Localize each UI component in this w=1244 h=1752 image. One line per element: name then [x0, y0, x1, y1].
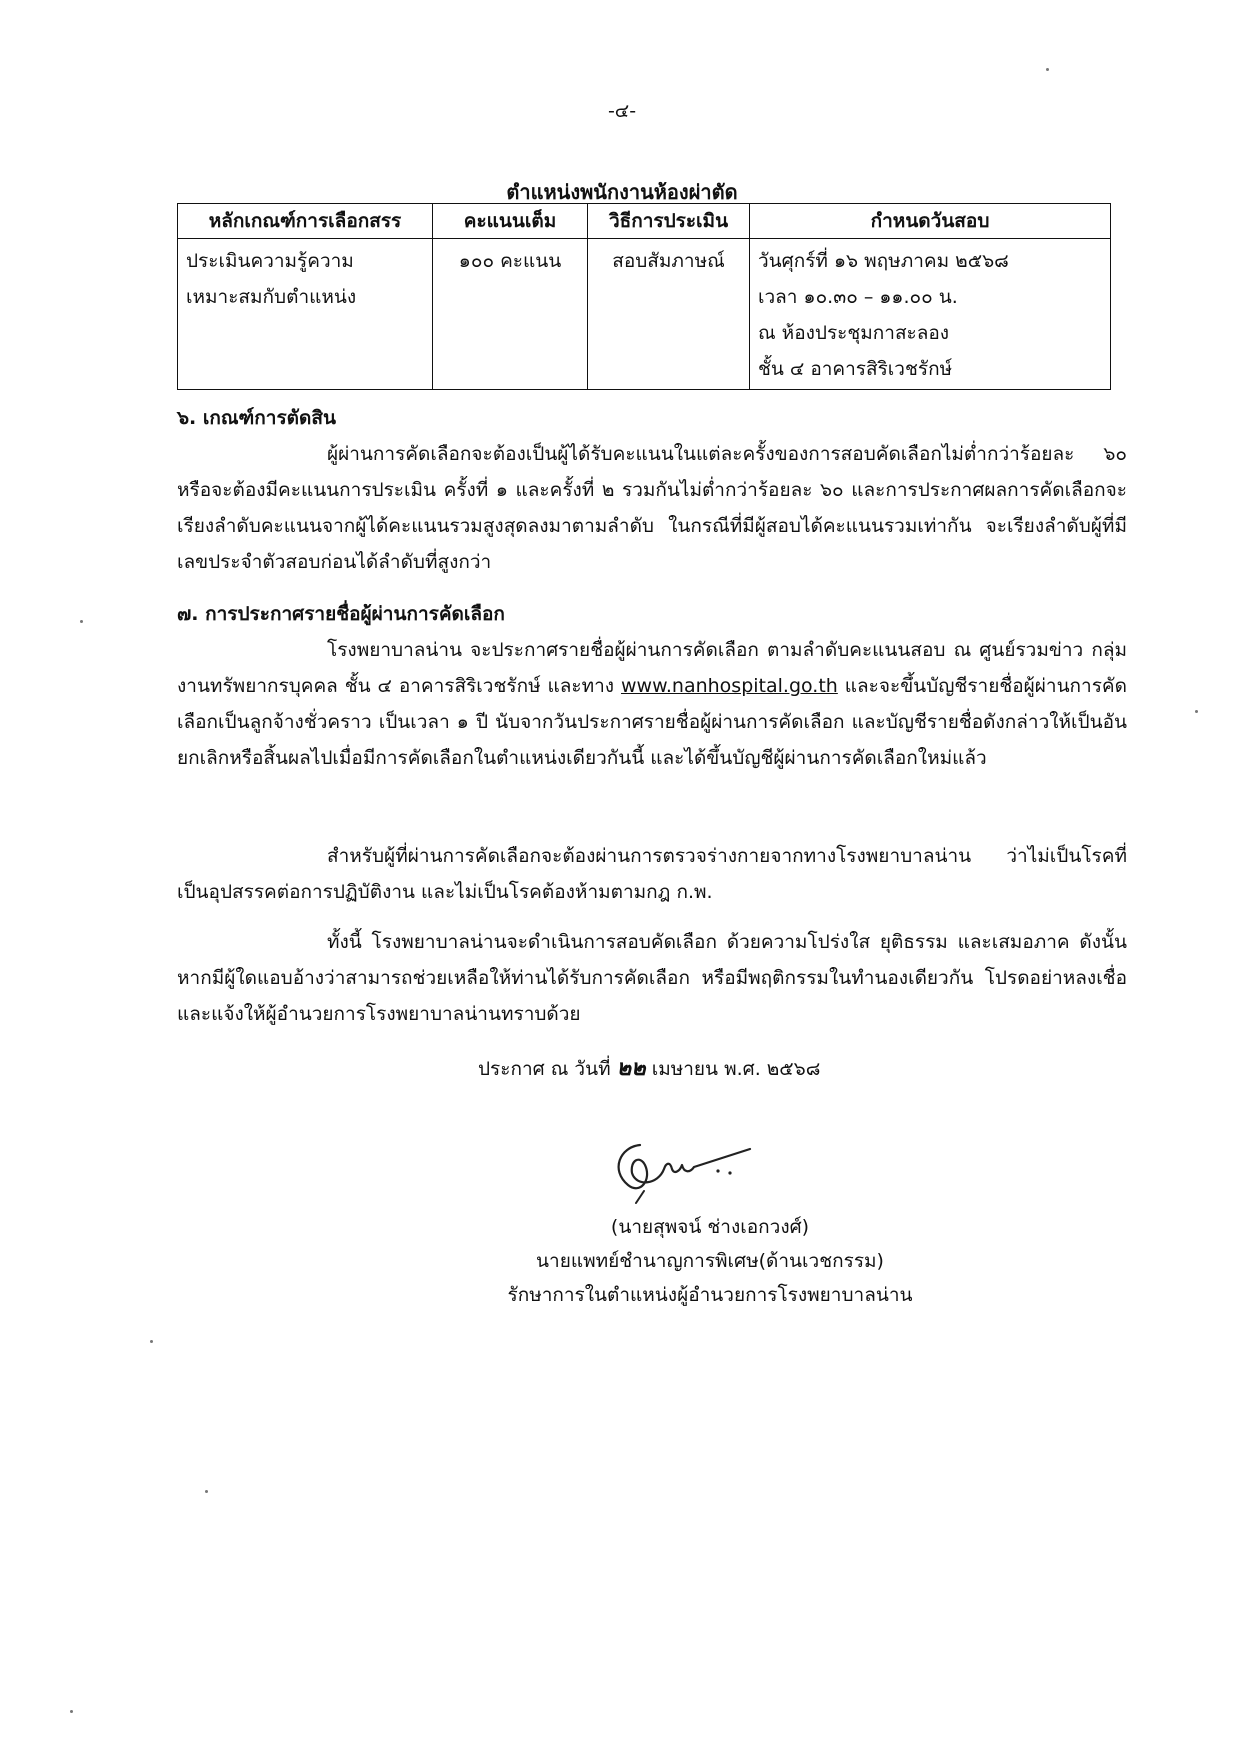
signatory-block — [380, 1210, 1040, 1312]
page-number: -๔- — [607, 100, 637, 122]
hospital-website-link[interactable]: www.nanhospital.go.th — [621, 675, 838, 697]
section-6-heading: ๖. เกณฑ์การตัดสิน — [177, 407, 336, 429]
signatory-acting-position: รักษาการในตำแหน่งผู้อำนวยการโรงพยาบาลน่าน — [507, 1284, 913, 1306]
scan-speck — [70, 1710, 73, 1713]
section-6-paragraph: ผู้ผ่านการคัดเลือกจะต้องเป็นผู้ได้รับคะแนนในแต่ละครั้งของการสอบคัดเลือกไม่ต่ำกว่าร้อยละ ๖๐ หรือจะต้องมีคะแนนการประเมิน ครั้งที่ ๑ และครั้งที่ ๒ รวมกันไม่ต่ำกว่าร้อยละ ๖๐ และการประกาศผลการคัดเลือกจะเรียงลำดับคะแนนจากผู้ได้คะแนนรวมสูงสุดลงมาตามลำดับ ในกรณีที่มีผู้สอบได้คะแนนรวมเท่ากัน จะเรียงลำดับผู้ที่มีเลขประจำตัวสอบก่อนได้ลำดับที่สูงกว่า — [177, 443, 1127, 573]
signatory-name: (นายสุพจน์ ช่างเอกวงศ์) — [610, 1216, 810, 1238]
header-criteria: หลักเกณฑ์การเลือกสรร — [178, 204, 433, 239]
transparency-paragraph: ทั้งนี้ โรงพยาบาลน่านจะดำเนินการสอบคัดเลือก ด้วยความโปร่งใส ยุติธรรม และเสมอภาค ดังนั้น หากมีผู้ใดแอบอ้างว่าสามารถช่วยเหลือให้ท่านได้รับการคัดเลือก หรือมีพฤติกรรมในทำนองเดียวกัน โปรดอย่าหลงเชื่อ และแจ้งให้ผู้อำนวยการโรงพยาบาลน่านทราบด้วย — [177, 931, 1127, 1025]
selection-criteria-table — [177, 203, 1111, 390]
table-caption: ตำแหน่งพนักงานห้องผ่าตัด — [506, 180, 738, 204]
criteria-line: ประเมินความรู้ความ — [186, 250, 354, 272]
table-row — [178, 239, 1111, 390]
announcement-date — [478, 1050, 820, 1085]
header-full-score: คะแนนเต็ม — [433, 204, 588, 239]
cell-schedule — [750, 239, 1111, 390]
cell-full-score: ๑๐๐ คะแนน — [433, 239, 588, 390]
schedule-line: เวลา ๑๐.๓๐ – ๑๑.๐๐ น. — [758, 286, 958, 308]
section-7-heading: ๗. การประกาศรายชื่อผู้ผ่านการคัดเลือก — [177, 603, 505, 625]
health-paragraph: สำหรับผู้ที่ผ่านการคัดเลือกจะต้องผ่านการตรวจร่างกายจากทางโรงพยาบาลน่าน ว่าไม่เป็นโรคที่เป็นอุปสรรคต่อการปฏิบัติงาน และไม่เป็นโรคต้องห้ามตามกฎ ก.พ. — [177, 845, 1127, 903]
cell-criteria — [178, 239, 433, 390]
section-7-text-a: โรงพยาบาลน่าน จะประกาศรายชื่อผู้ผ่านการคัดเลือก ตามลำดับคะแนนสอบ ณ ศูนย์รวมข่าว กลุ่มงานทรัพยากรบุคคล ชั้น ๔ อาคารสิริเวชรักษ์ และทาง — [177, 639, 1127, 697]
signatory-position: นายแพทย์ชำนาญการพิเศษ(ด้านเวชกรรม) — [536, 1250, 884, 1272]
schedule-line: ชั้น ๔ อาคารสิริเวชรักษ์ — [758, 358, 953, 380]
schedule-line: ณ ห้องประชุมกาสะลอง — [758, 322, 950, 344]
scan-speck — [150, 1340, 153, 1343]
signature-image — [600, 1125, 760, 1205]
table-header-row — [178, 204, 1111, 239]
scan-speck — [1195, 710, 1198, 713]
section-7-text-b: และจะขึ้นบัญชีรายชื่อผู้ผ่านการคัดเลือกเป็นลูกจ้างชั่วคราว เป็นเวลา ๑ ปี นับจากวันประกาศรายชื่อผู้ผ่านการคัดเลือก และบัญชีรายชื่อดังกล่าวให้เป็นอันยกเลิกหรือสิ้นผลไปเมื่อมีการคัดเลือกในตำแหน่งเดียวกันนี้ และได้ขึ้นบัญชีผู้ผ่านการคัดเลือกใหม่แล้ว — [177, 675, 1127, 769]
section-7 — [177, 596, 1127, 776]
section-7-paragraph — [177, 632, 1127, 776]
scan-speck — [205, 1490, 208, 1493]
criteria-line: เหมาะสมกับตำแหน่ง — [186, 286, 357, 308]
handwritten-day: ๒๒ — [616, 1055, 646, 1081]
header-exam-date: กำหนดวันสอบ — [750, 204, 1111, 239]
cell-method: สอบสัมภาษณ์ — [588, 239, 750, 390]
announcement-suffix: เมษายน พ.ศ. ๒๕๖๘ — [651, 1058, 821, 1080]
scan-speck — [1046, 68, 1049, 71]
scan-speck — [80, 620, 83, 623]
schedule-line: วันศุกร์ที่ ๑๖ พฤษภาคม ๒๕๖๘ — [758, 250, 1009, 272]
section-6 — [177, 400, 1127, 580]
header-method: วิธีการประเมิน — [588, 204, 750, 239]
announcement-prefix: ประกาศ ณ วันที่ — [478, 1058, 611, 1080]
